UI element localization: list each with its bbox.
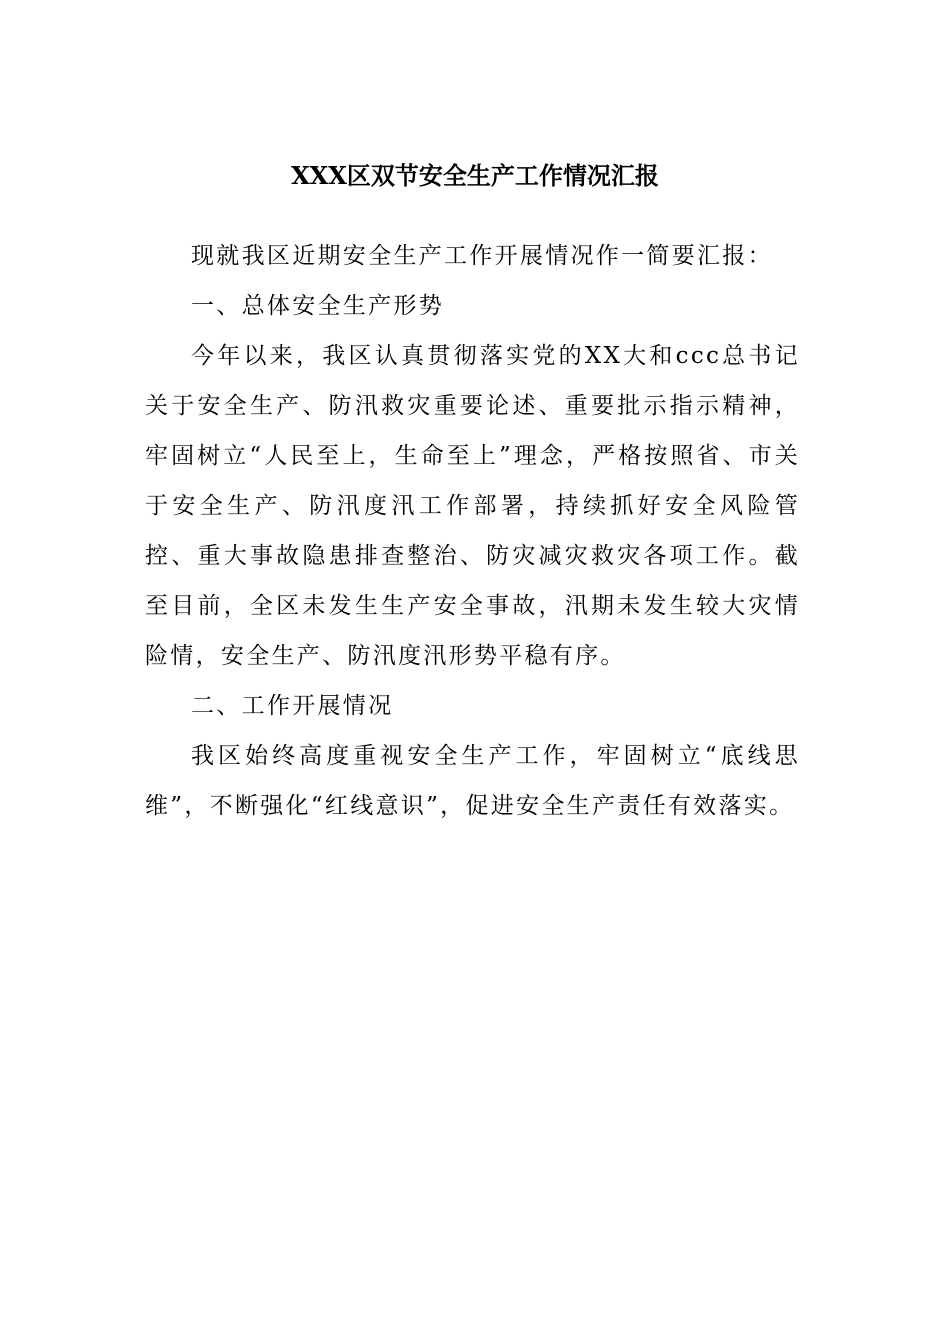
section-2-paragraph: 我区始终高度重视安全生产工作，牢固树立“底线思维”，不断强化“红线意识”，促进安全生产责任有效落实。: [145, 743, 800, 819]
section-1-heading: 一、总体安全生产形势: [191, 293, 444, 319]
section-1-paragraph: 今年以来，我区认真贯彻落实党的XX大和ccc总书记关于安全生产、防汛救灾重要论述、重要批示指示精神，牢固树立“人民至上，生命至上”理念，严格按照省、市关于安全生产、防汛度汛工作部署，持续抓好安全风险管控、重大事故隐患排查整治、防灾减灾救灾各项工作。截至目前，全区未发生生产安全事故，汛期未发生较大灾情险情，安全生产、防汛度汛形势平稳有序。: [145, 343, 800, 669]
intro-paragraph: 现就我区近期安全生产工作开展情况作一简要汇报：: [191, 243, 773, 269]
section-2-heading: 二、工作开展情况: [191, 693, 394, 719]
document-title: XXX区双节安全生产工作情况汇报: [291, 161, 659, 190]
document-body: [145, 231, 800, 831]
